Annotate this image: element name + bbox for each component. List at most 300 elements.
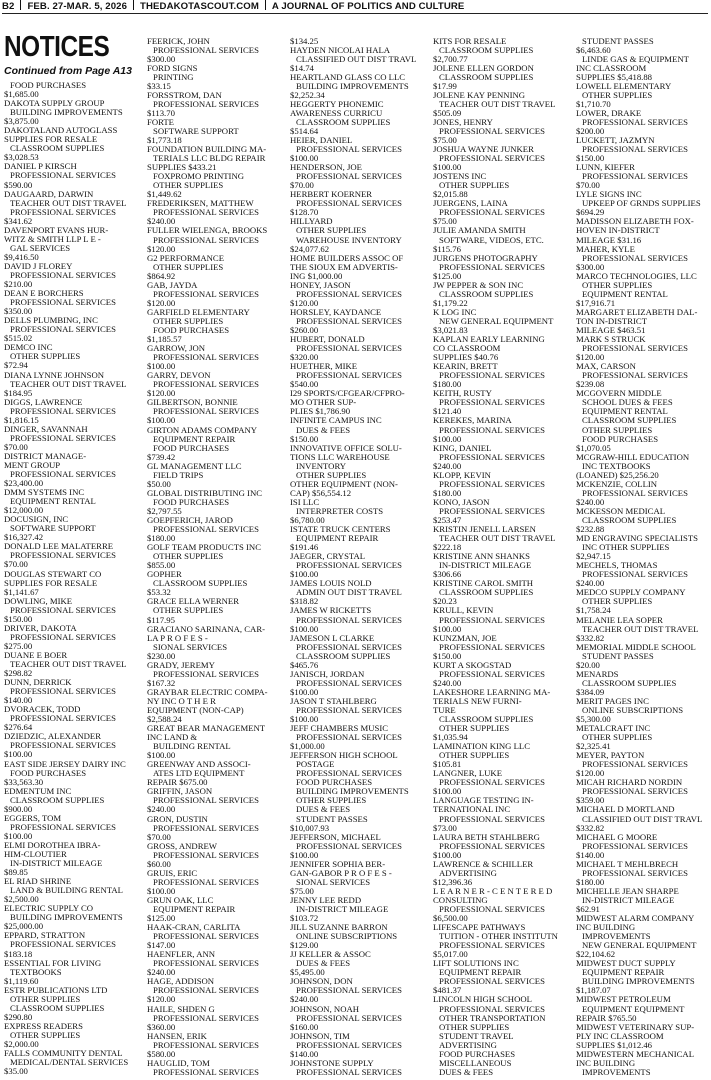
page-number: B2 bbox=[2, 1, 15, 12]
notice-line: MARCO TECHNOLOGIES, LLC bbox=[576, 271, 697, 281]
notice-line: PROFESSIONAL SERVICES bbox=[153, 99, 259, 109]
notice-line: ELMI DOROTHEA IBRA- bbox=[4, 840, 101, 850]
notice-line: $240.00 bbox=[147, 217, 176, 227]
notice-column-1 bbox=[4, 81, 136, 1076]
notice-line: PROFESSIONAL SERVICES bbox=[153, 669, 259, 679]
notice-line: JOHNSON, NOAH bbox=[290, 1004, 360, 1014]
notice-line: MEMORIAL MIDDLE SCHOOL bbox=[576, 642, 696, 652]
notice-line: $50.00 bbox=[147, 479, 171, 489]
notice-line: $12,396.36 bbox=[433, 877, 473, 887]
notice-line: JEFF CHAMBERS MUSIC bbox=[290, 724, 389, 734]
notice-line: OTHER SUPPLIES bbox=[153, 181, 224, 191]
notice-line: PROFESSIONAL SERVICES bbox=[296, 199, 402, 209]
notice-line: $125.00 bbox=[433, 271, 462, 281]
notice-line: $16,327.42 bbox=[4, 533, 44, 543]
notice-line: FOOD PURCHASES bbox=[153, 497, 230, 507]
notice-line: MILEAGE $463.51 bbox=[576, 326, 646, 335]
notice-line: IMPROVEMENTS bbox=[582, 1067, 651, 1077]
notice-line: $70.00 bbox=[4, 442, 28, 452]
notice-line: SOFTWARE SUPPORT bbox=[10, 524, 96, 534]
notice-line: $3,875.00 bbox=[4, 117, 39, 127]
notice-line: OTHER SUPPLIES bbox=[582, 90, 653, 100]
notice-line: GRIFFIN, JASON bbox=[147, 787, 213, 797]
notice-line: PROFESSIONAL SERVICES bbox=[153, 353, 259, 363]
notice-line: $140.00 bbox=[576, 850, 605, 860]
notice-line: PROFESSIONAL SERVICES bbox=[582, 172, 688, 182]
notice-line: DIGGS, LAWRENCE bbox=[4, 397, 83, 407]
notice-line: SIONAL SERVICES bbox=[153, 642, 228, 652]
notice-line: $210.00 bbox=[4, 280, 33, 290]
notice-line: MARK S STRUCK bbox=[576, 335, 646, 345]
notice-line: OTHER SUPPLIES bbox=[10, 1030, 81, 1040]
notice-line: DRIVER, DAKOTA bbox=[4, 623, 77, 633]
notice-line: JAEGER, CRYSTAL bbox=[290, 552, 366, 562]
notice-line: $191.46 bbox=[290, 543, 319, 553]
notice-line: $5,495.00 bbox=[290, 968, 325, 978]
notice-line: SUPPLIES $1,012.46 bbox=[576, 1040, 653, 1050]
notice-line: $117.95 bbox=[147, 615, 175, 625]
notice-line: LUNN, KIEFER bbox=[576, 163, 635, 173]
notice-line: INC BUILDING bbox=[576, 1058, 636, 1068]
notice-line: BUILDING IMPROVEMENTS bbox=[10, 913, 123, 923]
notice-line: PROFESSIONAL SERVICES bbox=[153, 877, 259, 887]
notice-line: MICHAEL T MEHLBRECH bbox=[576, 859, 679, 869]
notice-line: PROFESSIONAL SERVICES bbox=[296, 1013, 402, 1023]
notice-line: $515.02 bbox=[4, 334, 33, 344]
notice-line: LINCOLN HIGH SCHOOL bbox=[433, 995, 532, 1005]
notice-line: PROFESSIONAL SERVICES bbox=[153, 986, 259, 996]
notice-line: $240.00 bbox=[433, 461, 462, 471]
notice-line: $180.00 bbox=[576, 877, 605, 887]
notice-line: INTERPRETER COSTS bbox=[296, 506, 384, 516]
notice-line: $167.32 bbox=[147, 678, 176, 688]
notice-line: INFINITE CAMPUS INC bbox=[290, 416, 382, 426]
notice-line: DVORACEK, TODD bbox=[4, 705, 81, 715]
notice-line: $103.72 bbox=[290, 914, 319, 924]
notice-line: DZIEDZIC, ALEXANDER bbox=[4, 732, 101, 742]
notice-line: KEITH, RUSTY bbox=[433, 389, 492, 399]
notice-line: CLASSIFIED OUT DIST TRAVL bbox=[582, 814, 703, 824]
notice-line: $100.00 bbox=[433, 787, 462, 797]
notice-line: MIDWEST PETROLEUM bbox=[576, 995, 671, 1005]
notice-line: JOLENE KAY PENNING bbox=[433, 90, 526, 100]
notice-line: MIDWEST ALARM COMPANY bbox=[576, 914, 695, 924]
notice-line: SUPPLIES FOR RESALE bbox=[4, 578, 98, 588]
notice-line: $739.42 bbox=[147, 452, 176, 462]
notice-line: PLY INC CLASSROOM bbox=[576, 1031, 664, 1041]
notice-line: TEACHER OUT DIST TRAVEL bbox=[10, 379, 127, 389]
notice-line: JENNIFER SOPHIA BER- bbox=[290, 859, 386, 869]
notice-line: JENNY LEE REDD bbox=[290, 895, 362, 905]
notice-line: TERIALS LLC BLDG REPAIR bbox=[153, 154, 266, 164]
notice-line: $1,758.24 bbox=[576, 606, 611, 616]
notice-line: $5,300.00 bbox=[576, 715, 611, 725]
notice-line: PROFESSIONAL SERVICES bbox=[439, 506, 545, 516]
notice-line: $5,017.00 bbox=[433, 950, 468, 960]
notice-line: $240.00 bbox=[433, 678, 462, 688]
notice-line: SUPPLIES $40.76 bbox=[433, 353, 499, 363]
notice-line: $855.00 bbox=[147, 561, 176, 571]
notice-line: PROFESSIONAL SERVICES bbox=[296, 1040, 402, 1050]
notice-line: $260.00 bbox=[290, 326, 319, 335]
notice-line: TEACHER OUT DIST TRAVEL bbox=[10, 660, 127, 669]
notice-line: MICHAEL D MORTLAND bbox=[576, 805, 675, 815]
notice-line: REPAIR $765.50 bbox=[576, 1013, 637, 1023]
notice-line: PROFESSIONAL SERVICES bbox=[439, 452, 545, 462]
notice-line: $580.00 bbox=[147, 1049, 176, 1059]
notice-line: FIELD TRIPS bbox=[153, 470, 204, 480]
notice-line: GREENWAY AND ASSOCI- bbox=[147, 760, 251, 770]
notice-line: CONSULTING bbox=[433, 895, 488, 905]
notice-line: PRINTING bbox=[153, 72, 194, 82]
notice-line: $332.82 bbox=[576, 633, 605, 643]
notice-line: GRON, DUSTIN bbox=[147, 814, 208, 824]
notice-line: OTHER SUPPLIES bbox=[582, 280, 653, 290]
notice-line: LAURA BETH STAHLBERG bbox=[433, 832, 540, 842]
notice-line: GRACIANO SARINANA, CAR- bbox=[147, 624, 266, 634]
notice-line: KRISTIN JENELL LARSEN bbox=[433, 525, 536, 535]
notice-line: MISCELLANEOUS bbox=[439, 1058, 512, 1068]
notice-line: HEGGERTY PHONEMIC bbox=[290, 99, 384, 109]
notice-line: PROFESSIONAL SERVICES bbox=[296, 344, 402, 354]
notice-line: PROFESSIONAL SERVICES bbox=[582, 371, 688, 381]
notice-line: FALLS COMMUNITY DENTAL bbox=[4, 1049, 123, 1059]
notice-line: PROFESSIONAL SERVICES bbox=[10, 406, 116, 416]
notice-line: $2,700.77 bbox=[433, 54, 468, 64]
notice-line: $22,104.62 bbox=[576, 950, 616, 960]
notice-line: SOFTWARE, VIDEOS, ETC. bbox=[439, 235, 544, 245]
notice-line: OTHER SUPPLIES bbox=[10, 352, 81, 362]
notice-line: HOVEN IN-DISTRICT bbox=[576, 226, 660, 236]
notice-line: PROFESSIONAL SERVICES bbox=[296, 986, 402, 996]
notice-line: FOOD PURCHASES bbox=[153, 326, 230, 335]
notice-line: TON IN-DISTRICT bbox=[576, 316, 648, 326]
notice-line: BUILDING RENTAL bbox=[153, 742, 231, 752]
notice-line: HANSEN, ERIK bbox=[147, 1031, 207, 1041]
notice-line: $113.70 bbox=[147, 108, 175, 118]
notice-line: PROFESSIONAL SERVICES bbox=[10, 325, 116, 335]
notice-line: $1,070.05 bbox=[576, 443, 611, 453]
notice-line: $320.00 bbox=[290, 353, 319, 363]
notice-line: $275.00 bbox=[4, 641, 33, 651]
notice-line: DEMCO INC bbox=[4, 343, 53, 353]
notice-line: FEERICK, JOHN bbox=[147, 36, 210, 46]
notice-line: $100.00 bbox=[147, 416, 176, 426]
notice-line: $481.37 bbox=[433, 986, 462, 996]
notice-line: MICHELLE JEAN SHARPE bbox=[576, 886, 679, 896]
notice-line: STUDENT PASSES bbox=[582, 36, 654, 46]
notice-line: SCHOOL DUES & FEES bbox=[582, 398, 673, 408]
notice-line: PROFESSIONAL SERVICES bbox=[10, 605, 116, 615]
notice-line: $160.00 bbox=[290, 1022, 319, 1032]
divider bbox=[20, 0, 21, 10]
notice-line: HUETHER, MIKE bbox=[290, 362, 358, 372]
notice-line: MENT GROUP bbox=[4, 460, 61, 470]
notice-line: MCKESSON MEDICAL bbox=[576, 506, 666, 516]
notice-line: DAKOTALAND AUTOGLASS bbox=[4, 126, 118, 136]
notice-line: $6,463.60 bbox=[576, 45, 611, 55]
notice-line: $1,000.00 bbox=[290, 742, 325, 752]
notice-line: EQUIPMENT REPAIR bbox=[153, 434, 236, 444]
notice-line: PROFESSIONAL SERVICES bbox=[153, 823, 259, 833]
notice-line: JONES, HENRY bbox=[433, 117, 493, 127]
notice-line: $2,325.41 bbox=[576, 742, 611, 752]
notice-line: $300.00 bbox=[576, 262, 605, 272]
notice-line: NEW GENERAL EQUIPMENT bbox=[439, 316, 554, 326]
notice-line: PROFESSIONAL SERVICES bbox=[439, 778, 545, 788]
notice-line: EAST SIDE JERSEY DAIRY INC bbox=[4, 759, 126, 769]
notice-line: JEFFERSON, MICHAEL bbox=[290, 832, 381, 842]
notice-line: GRACE ELLA WERNER bbox=[147, 597, 240, 607]
notice-line: MO OTHER SUP- bbox=[290, 398, 357, 408]
notice-line: $120.00 bbox=[147, 298, 176, 308]
notice-line: PROFESSIONAL SERVICES bbox=[10, 207, 116, 217]
notice-line: REPAIR $675.00 bbox=[147, 778, 208, 788]
notice-line: $9,416.50 bbox=[4, 252, 39, 262]
notice-line: DANIEL P KIRSCH bbox=[4, 162, 77, 172]
notice-line: MADISSON ELIZABETH FOX- bbox=[576, 217, 694, 227]
notice-line: SOFTWARE SUPPORT bbox=[153, 126, 239, 136]
notice-line: $1,773.18 bbox=[147, 136, 182, 146]
notice-line: $180.00 bbox=[433, 380, 462, 390]
notice-line: ESTR PUBLICATIONS LTD bbox=[4, 985, 108, 995]
notice-line: INVENTORY bbox=[296, 461, 347, 471]
notice-line: INNOVATIVE OFFICE SOLU- bbox=[290, 443, 402, 453]
notice-line: $140.00 bbox=[4, 696, 33, 706]
notice-line: GARFIELD ELEMENTARY bbox=[147, 307, 250, 317]
notice-line: LOWER, DRAKE bbox=[576, 108, 642, 118]
notice-line: $150.00 bbox=[433, 651, 462, 661]
notice-line: MERIT PAGES INC bbox=[576, 696, 649, 706]
notice-line: KEARIN, BRETT bbox=[433, 362, 498, 372]
notice-line: $1,685.00 bbox=[4, 90, 39, 100]
notice-line: GRUIS, ERIC bbox=[147, 868, 198, 878]
notice-line: JOHNSON, TIM bbox=[290, 1031, 350, 1041]
notice-line: $253.47 bbox=[433, 515, 462, 525]
notice-line: DAVID J FLOREY bbox=[4, 261, 73, 271]
notice-line: CLASSROOM SUPPLIES bbox=[439, 715, 534, 725]
notice-line: OTHER SUPPLIES bbox=[439, 724, 510, 734]
notice-line: $1,816.15 bbox=[4, 415, 39, 425]
notice-line: LUCKETT, JAZMYN bbox=[576, 136, 655, 146]
notice-line: OTHER SUPPLIES bbox=[296, 470, 367, 480]
notice-line: GAN-GABOR P R O F E S - bbox=[290, 868, 392, 878]
notice-line: $120.00 bbox=[147, 995, 176, 1005]
notice-line: DUANE E BOER bbox=[4, 650, 68, 660]
notice-line: $6,780.00 bbox=[290, 515, 325, 525]
notice-line: PLIES $1,786.90 bbox=[290, 407, 351, 417]
notice-line: KRISTINE CAROL SMITH bbox=[433, 579, 534, 589]
notice-line: DINGER, SAVANNAH bbox=[4, 424, 88, 434]
notice-line: DELLS PLUMBING, INC bbox=[4, 316, 98, 326]
notice-line: $100.00 bbox=[433, 624, 462, 634]
notice-line: EQUIPMENT REPAIR bbox=[582, 968, 665, 978]
notice-line: PROFESSIONAL SERVICES bbox=[153, 407, 259, 417]
notice-line: HEARTLAND GLASS CO LLC bbox=[290, 72, 406, 82]
notice-line: $694.29 bbox=[576, 208, 605, 218]
notice-line: PROFESSIONAL SERVICES bbox=[153, 850, 259, 860]
notice-line: JANISCH, JORDAN bbox=[290, 669, 365, 679]
notice-line: PROFESSIONAL SERVICES bbox=[439, 669, 545, 679]
notice-line: $24,077.62 bbox=[290, 244, 330, 254]
notice-line: TEACHER OUT DIST TRAVEL bbox=[582, 624, 699, 634]
notice-line: $240.00 bbox=[290, 995, 319, 1005]
notice-line: JULIE AMANDA SMITH bbox=[433, 226, 526, 236]
notice-line: G2 PERFORMANCE bbox=[147, 253, 224, 263]
notice-line: EQUIPMENT RENTAL bbox=[10, 497, 96, 507]
notice-line: PROFESSIONAL SERVICES bbox=[296, 678, 402, 688]
notice-line: OTHER SUPPLIES bbox=[153, 552, 224, 562]
notice-line: OTHER SUPPLIES bbox=[296, 796, 367, 806]
notice-line: STUDENT TRAVEL bbox=[439, 1031, 514, 1041]
notice-line: OTHER SUPPLIES bbox=[439, 1022, 510, 1032]
notice-line: PROFESSIONAL SERVICES bbox=[153, 380, 259, 390]
continued-note: Continued from Page A13 bbox=[4, 65, 132, 77]
notice-line: $332.82 bbox=[576, 823, 605, 833]
notice-line: $89.85 bbox=[4, 868, 28, 878]
notice-line: $1,119.60 bbox=[4, 976, 39, 986]
notice-line: KURT A SKOGSTAD bbox=[433, 660, 512, 670]
notice-line: PROFESSIONAL SERVICES bbox=[10, 470, 116, 480]
notice-line: DIANA LYNNE JOHNSON bbox=[4, 370, 104, 380]
notice-line: $540.00 bbox=[290, 380, 319, 390]
notice-line: $2,588.24 bbox=[147, 715, 182, 725]
notice-line: $230.00 bbox=[147, 651, 176, 661]
notice-line: L E A R N E R - C E N T E R E D bbox=[433, 886, 553, 896]
notice-line: OTHER SUPPLIES bbox=[153, 316, 224, 326]
notice-line: LANGNER, LUKE bbox=[433, 769, 503, 779]
notice-line: PROFESSIONAL SERVICES bbox=[582, 488, 688, 498]
notice-line: EPPARD, STRATTON bbox=[4, 931, 86, 941]
notice-line: GOEPFERICH, JAROD bbox=[147, 515, 233, 525]
notice-line: $222.18 bbox=[433, 543, 462, 553]
notice-line: $864.92 bbox=[147, 271, 176, 281]
notice-line: KONO, JASON bbox=[433, 497, 490, 507]
notice-line: $70.00 bbox=[147, 832, 171, 842]
notice-line: $75.00 bbox=[433, 217, 457, 227]
site-name: THEDAKOTASCOUT.COM bbox=[140, 1, 259, 12]
notice-line: $128.70 bbox=[290, 208, 319, 218]
notice-line: $100.00 bbox=[433, 434, 462, 444]
notice-line: CLASSIFIED OUT DIST TRAVL bbox=[296, 54, 417, 64]
notice-line: $120.00 bbox=[576, 769, 605, 779]
notice-line: PROFESSIONAL SERVICES bbox=[296, 316, 402, 326]
notice-line: JUERGENS, LAINA bbox=[433, 199, 508, 209]
notice-line: FOXPROMO PRINTING bbox=[153, 172, 244, 182]
notice-line: ELECTRIC SUPPLY CO bbox=[4, 904, 94, 914]
notice-line: CLASSROOM SUPPLIES bbox=[153, 579, 248, 589]
notice-line: HIM-CLOUTIER bbox=[4, 849, 67, 859]
notice-line: $1,185.57 bbox=[147, 335, 182, 345]
notice-line: $384.09 bbox=[576, 687, 605, 697]
notice-line: PROFESSIONAL SERVICES bbox=[582, 344, 688, 354]
notice-line: GOLF TEAM PRODUCTS INC bbox=[147, 543, 261, 553]
notice-line: PROFESSIONAL SERVICES bbox=[10, 940, 116, 950]
notice-line: INC LAND & bbox=[147, 733, 198, 743]
notice-line: K LOG INC bbox=[433, 307, 477, 317]
notice-line: FREDERIKSEN, MATTHEW bbox=[147, 199, 254, 209]
notice-line: KRISTINE ANN SHANKS bbox=[433, 552, 531, 562]
notice-line: $239.08 bbox=[576, 380, 605, 390]
notice-line: $100.00 bbox=[147, 362, 176, 372]
notice-line: JEFFERSON HIGH SCHOOL bbox=[290, 751, 398, 761]
notice-line: DAVENPORT EVANS HUR- bbox=[4, 225, 109, 235]
notice-line: GAB, JAYDA bbox=[147, 280, 198, 290]
notice-line: $70.00 bbox=[290, 181, 314, 191]
notice-line: PROFESSIONAL SERVICES bbox=[582, 787, 688, 797]
notice-line: $105.81 bbox=[433, 760, 462, 770]
notice-column-4 bbox=[433, 37, 565, 1077]
notice-line: PROFESSIONAL SERVICES bbox=[296, 172, 402, 182]
notice-line: PROFESSIONAL SERVICES bbox=[296, 705, 402, 715]
notice-line: PROFESSIONAL SERVICES bbox=[582, 253, 688, 263]
notice-line: $359.00 bbox=[576, 796, 605, 806]
notice-line: CLASSROOM SUPPLIES bbox=[439, 289, 534, 299]
notice-line: $3,021.83 bbox=[433, 326, 468, 335]
notice-line: THE SIOUX EM ADVERTIS- bbox=[290, 262, 398, 272]
notice-line: HAENFLER, ANN bbox=[147, 950, 216, 960]
notice-column-3 bbox=[290, 37, 422, 1077]
notice-line: JOHNSON, DON bbox=[290, 977, 353, 987]
notice-line: EQUIPMENT REPAIR bbox=[153, 905, 236, 914]
notice-line: $100.00 bbox=[290, 570, 319, 580]
notice-line: PROFESSIONAL SERVICES bbox=[10, 433, 116, 443]
notice-line: OTHER SUPPLIES bbox=[439, 751, 510, 761]
notice-line: EDMENTUM INC bbox=[4, 786, 72, 796]
notice-line: POSTAGE bbox=[296, 760, 335, 770]
notice-line: $100.00 bbox=[147, 751, 176, 761]
notice-line: ADVERTISING bbox=[439, 868, 497, 878]
notice-line: $72.94 bbox=[4, 361, 28, 371]
notice-line: HAAK-CRAN, CARLITA bbox=[147, 923, 241, 933]
notice-line: $129.00 bbox=[290, 941, 319, 951]
notice-line: $2,252.34 bbox=[290, 90, 325, 100]
notice-line: GOPHER bbox=[147, 570, 182, 580]
notice-line: $200.00 bbox=[576, 126, 605, 136]
notice-line: $33.15 bbox=[147, 81, 171, 91]
notice-line: $17.99 bbox=[433, 81, 457, 91]
notice-line: ATES LTD EQUIPMENT bbox=[153, 769, 245, 779]
notice-line: HAUGLID, TOM bbox=[147, 1058, 210, 1068]
notice-line: HILLYARD bbox=[290, 217, 333, 227]
notice-line: $100.00 bbox=[433, 850, 462, 860]
notice-line: TUITION - OTHER INSTITUTN bbox=[439, 932, 558, 942]
notice-line: OTHER SUPPLIES bbox=[153, 606, 224, 616]
notice-line: PROFESSIONAL SERVICES bbox=[10, 714, 116, 724]
notice-line: DUES & FEES bbox=[296, 805, 351, 815]
notice-line: SUPPLIES FOR RESALE bbox=[4, 135, 98, 145]
notice-line: ADMIN OUT DIST TRAVEL bbox=[296, 588, 402, 598]
notice-line: $900.00 bbox=[4, 804, 33, 814]
notice-line: DOCUSIGN, INC bbox=[4, 515, 69, 525]
notice-line: $10,007.93 bbox=[290, 823, 330, 833]
notice-line: PROFESSIONAL SERVICES bbox=[439, 262, 545, 272]
notice-line: PROFESSIONAL SERVICES bbox=[153, 959, 259, 969]
notice-line: $100.00 bbox=[4, 750, 33, 760]
notice-line: PROFESSIONAL SERVICES bbox=[296, 145, 402, 155]
notice-line: IN-DISTRICT MILEAGE bbox=[296, 905, 389, 914]
notice-line: CO CLASSROOM bbox=[433, 344, 501, 354]
notice-line: BUILDING IMPROVEMENTS bbox=[582, 977, 695, 987]
notice-line: MCGOVERN MIDDLE bbox=[576, 389, 662, 399]
notice-line: PROFESSIONAL SERVICES bbox=[153, 1013, 259, 1023]
notice-line: PROFESSIONAL SERVICES bbox=[10, 741, 116, 751]
notice-line: $125.00 bbox=[147, 914, 176, 924]
notice-line: $240.00 bbox=[147, 968, 176, 978]
notice-line: $514.64 bbox=[290, 126, 319, 136]
notice-line: DMM SYSTEMS INC bbox=[4, 488, 85, 498]
notice-line: $75.00 bbox=[433, 136, 457, 146]
